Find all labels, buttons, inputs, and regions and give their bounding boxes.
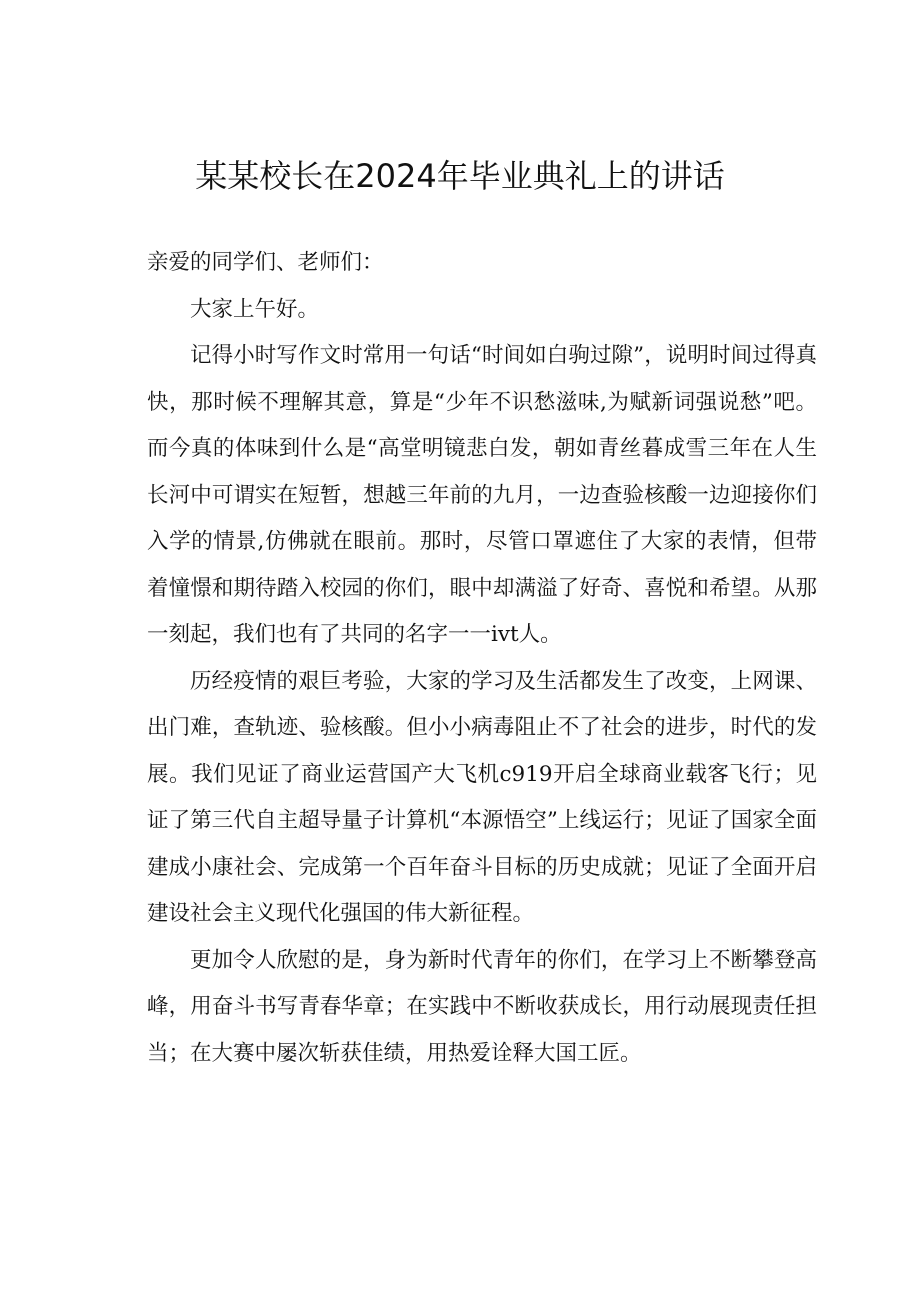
document-body — [147, 240, 817, 1077]
document-title: 某某校长在2024年毕业典礼上的讲话 — [195, 157, 725, 195]
salutation: 亲爱的同学们、老师们： — [147, 250, 384, 275]
paragraph-epidemic: 历经疫情的艰巨考验，大家的学习及生活都发生了改变，上网课、出门难，查轨迹、验核酸。但小小病毒阻止不了社会的进步，时代的发展。我们见证了商业运营国产大飞机c919开启全球商业载客飞行；见证了第三代自主超导量子计算机“本源悟空”上线运行；见证了国家全面建成小康社会、完成第一个百年奋斗目标的历史成就；见证了全面开启建设社会主义现代化强国的伟大新征程。 — [147, 668, 817, 926]
paragraph-memories: 记得小时写作文时常用一句话“时间如白驹过隙”，说明时间过得真快，那时候不理解其意，算是“少年不识愁滋味,为赋新词强说愁”吧。而今真的体味到什么是“高堂明镜悲白发，朝如青丝暮成雪三年在人生长河中可谓实在短暂，想越三年前的九月，一边查验核酸一边迎接你们入学的情景,仿佛就在眼前。那时，尽管口罩遮住了大家的表情，但带着憧憬和期待踏入校园的你们，眼中却满溢了好奇、喜悦和希望。从那一刻起，我们也有了共同的名字一一ivt人。 — [147, 343, 817, 647]
paragraph-greeting: 大家上午好。 — [190, 296, 320, 322]
paragraph-achievements: 更加令人欣慰的是，身为新时代青年的你们，在学习上不断攀登高峰，用奋斗书写青春华章；在实践中不断收获成长，用行动展现责任担当；在大赛中屡次斩获佳绩，用热爱诠释大国工匠。 — [147, 947, 817, 1066]
